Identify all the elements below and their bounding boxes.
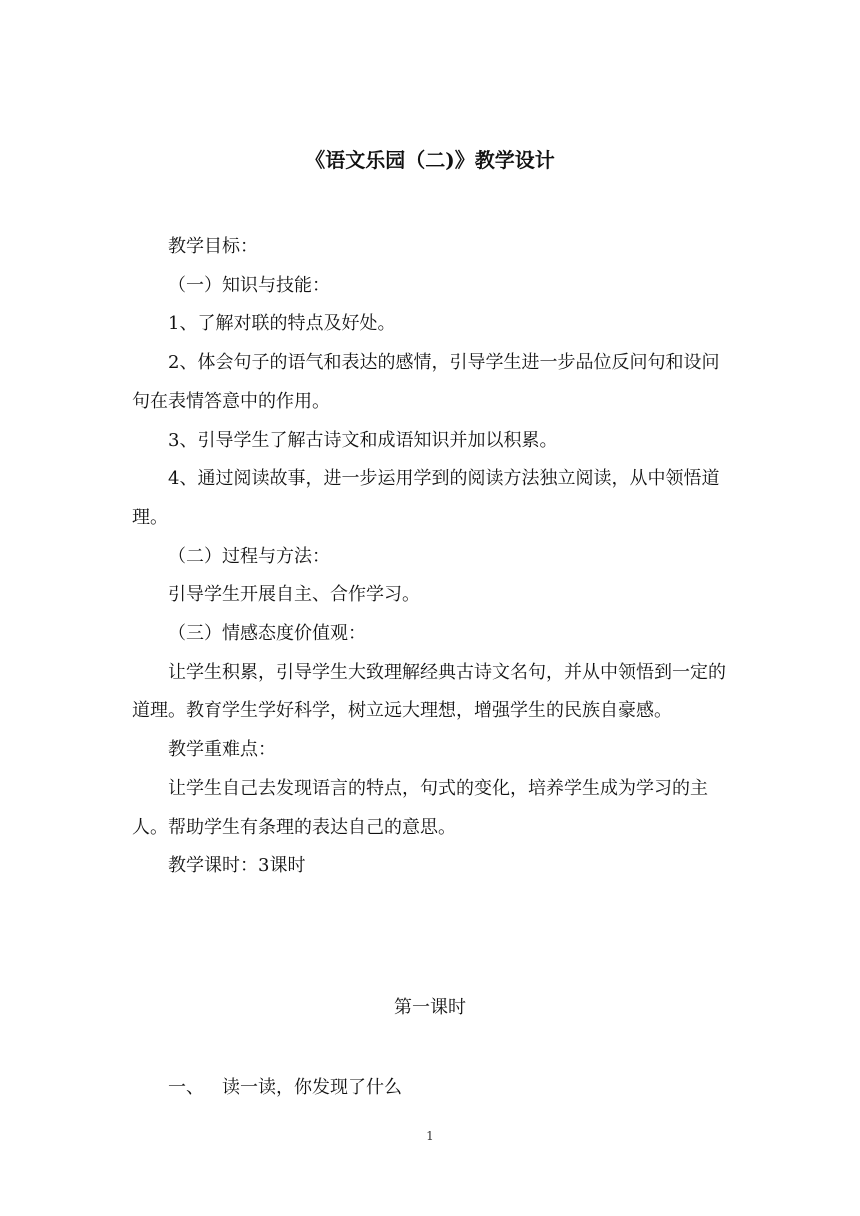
- page-number: 1: [426, 1129, 434, 1143]
- paragraph-item-2: 2、体会句子的语气和表达的感情，引导学生进一步品位反问句和设问句在表情答意中的作用。: [132, 352, 720, 412]
- section-number: 一、: [168, 1077, 204, 1098]
- paragraph-teaching-goals: 教学目标：: [168, 236, 258, 257]
- document-body: [132, 228, 732, 886]
- paragraph-item-3: 3、引导学生了解古诗文和成语知识并加以积累。: [168, 429, 558, 451]
- section-heading: [132, 1074, 402, 1102]
- paragraph-emotion-text: 让学生积累，引导学生大致理解经典古诗文名句，并从中领悟到一定的道理。教育学生学好科学，树立远大理想，增强学生的民族自豪感。: [132, 661, 726, 722]
- lesson-heading: 第一课时: [394, 997, 466, 1018]
- paragraph-knowledge-skills: （一）知识与技能：: [168, 274, 330, 296]
- paragraph-key-points: 教学重难点：: [168, 739, 276, 761]
- document-title: 《语文乐园（二)》教学设计: [305, 148, 555, 172]
- paragraph-process-methods: （二）过程与方法：: [168, 545, 330, 567]
- paragraph-item-1: 1、了解对联的特点及好处。: [168, 313, 396, 335]
- paragraph-class-hours: 教学课时：3课时: [168, 855, 306, 877]
- section-text: 读一读，你发现了什么: [222, 1077, 402, 1098]
- paragraph-item-4: 4、通过阅读故事，进一步运用学到的阅读方法独立阅读，从中领悟道理。: [132, 468, 720, 528]
- paragraph-key-points-text: 让学生自己去发现语言的特点，句式的变化，培养学生成为学习的主人。帮助学生有条理的表达自己的意思。: [132, 777, 708, 838]
- paragraph-emotion-values: （三）情感态度价值观：: [168, 623, 366, 645]
- paragraph-process-text: 引导学生开展自主、合作学习。: [168, 584, 420, 606]
